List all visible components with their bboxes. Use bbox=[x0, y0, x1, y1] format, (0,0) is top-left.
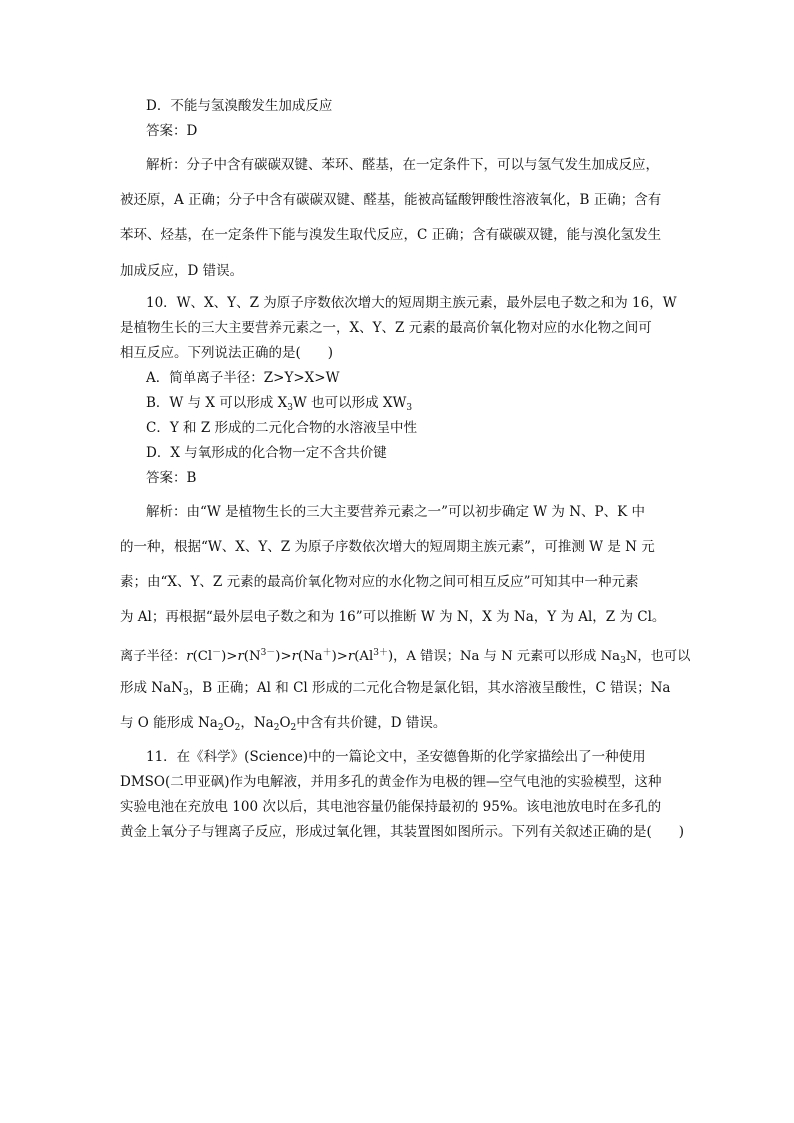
q9-analysis-line-4: 加成反应，D 错误。 bbox=[120, 263, 244, 279]
q10-stem-line-3: 相互反应。下列说法正确的是( ) bbox=[120, 345, 334, 361]
q10-answer: 答案：B bbox=[146, 470, 197, 486]
q10-analysis-radius-line: 离子半径：$r(Cl^-)>r(N^{3-})>r(Na^+)>r(Al^{3+})$，A 错误；Na 与 N 元素可以形成 $Na_3N$，也可以 bbox=[120, 648, 691, 666]
q9-option-d: D．不能与氢溴酸发生加成反应 bbox=[146, 98, 333, 114]
q9-analysis-line-1: 解析：分子中含有碳碳双键、苯环、醛基，在一定条件下，可以与氢气发生加成反应， bbox=[146, 157, 659, 173]
q10-analysis-line-4: 为 Al；再根据“最外层电子数之和为 16”可以推断 W 为 N，X 为 Na，Y 为 Al，Z 为 Cl。 bbox=[120, 609, 666, 625]
q10-stem-line-1: 10．W、X、Y、Z 为原子序数依次增大的短周期主族元素，最外层电子数之和为 16，W bbox=[146, 295, 677, 311]
q9-analysis-line-2: 被还原，A 正确；分子中含有碳碳双键、醛基，能被高锰酸钾酸性溶液氧化，B 正确；含有 bbox=[120, 192, 662, 208]
q10-analysis-na2o2-line: 与 O 能形成 $Na_2O_2$，$Na_2O_2$中含有共价键，D 错误。 bbox=[120, 715, 447, 733]
q11-stem-line-2: DMSO(二甲亚砜)作为电解液，并用多孔的黄金作为电极的锂—空气电池的实验模型，这种 bbox=[120, 774, 662, 790]
q10-analysis-line-1: 解析：由“W 是植物生长的三大主要营养元素之一”可以初步确定 W 为 N、P、K 中 bbox=[146, 504, 645, 520]
q10-stem-line-2: 是植物生长的三大主要营养元素之一，X、Y、Z 元素的最高价氧化物对应的水化物之间可 bbox=[120, 320, 652, 336]
q10-option-a: A．简单离子半径：Z>Y>X>W bbox=[146, 370, 340, 386]
q11-stem-line-3: 实验电池在充放电 100 次以后，其电池容量仍能保持最初的 95%。该电池放电时在多孔的 bbox=[120, 799, 662, 815]
q9-answer: 答案：D bbox=[146, 123, 198, 139]
q11-stem-line-1: 11．在《科学》(Science)中的一篇论文中，圣安德鲁斯的化学家描绘出了一种使用 bbox=[146, 749, 646, 765]
q10-option-d: D．X 与氧形成的化合物一定不含共价键 bbox=[146, 445, 387, 461]
q10-option-c: C．Y 和 Z 形成的二元化合物的水溶液呈中性 bbox=[146, 420, 417, 436]
q10-option-b: B．W 与 X 可以形成 $X_3W$ 也可以形成 $XW_3$ bbox=[146, 395, 413, 413]
q11-stem-line-4: 黄金上氧分子与锂离子反应，形成过氧化锂，其装置图如图所示。下列有关叙述正确的是( ) bbox=[120, 824, 685, 840]
q9-analysis-line-3: 苯环、烃基，在一定条件下能与溴发生取代反应，C 正确；含有碳碳双键，能与溴化氢发生 bbox=[120, 227, 662, 243]
q10-analysis-line-2: 的一种，根据“W、X、Y、Z 为原子序数依次增大的短周期主族元素”，可推测 W 是 N 元 bbox=[120, 539, 655, 555]
q10-analysis-nan3-line: 形成 NaN$_3$，B 正确；Al 和 Cl 形成的二元化合物是氯化铝，其水溶液呈酸性，C 错误；Na bbox=[120, 680, 671, 698]
q10-analysis-line-3: 素；由“X、Y、Z 元素的最高价氧化物对应的水化物之间可相互反应”可知其中一种元素 bbox=[120, 574, 639, 590]
